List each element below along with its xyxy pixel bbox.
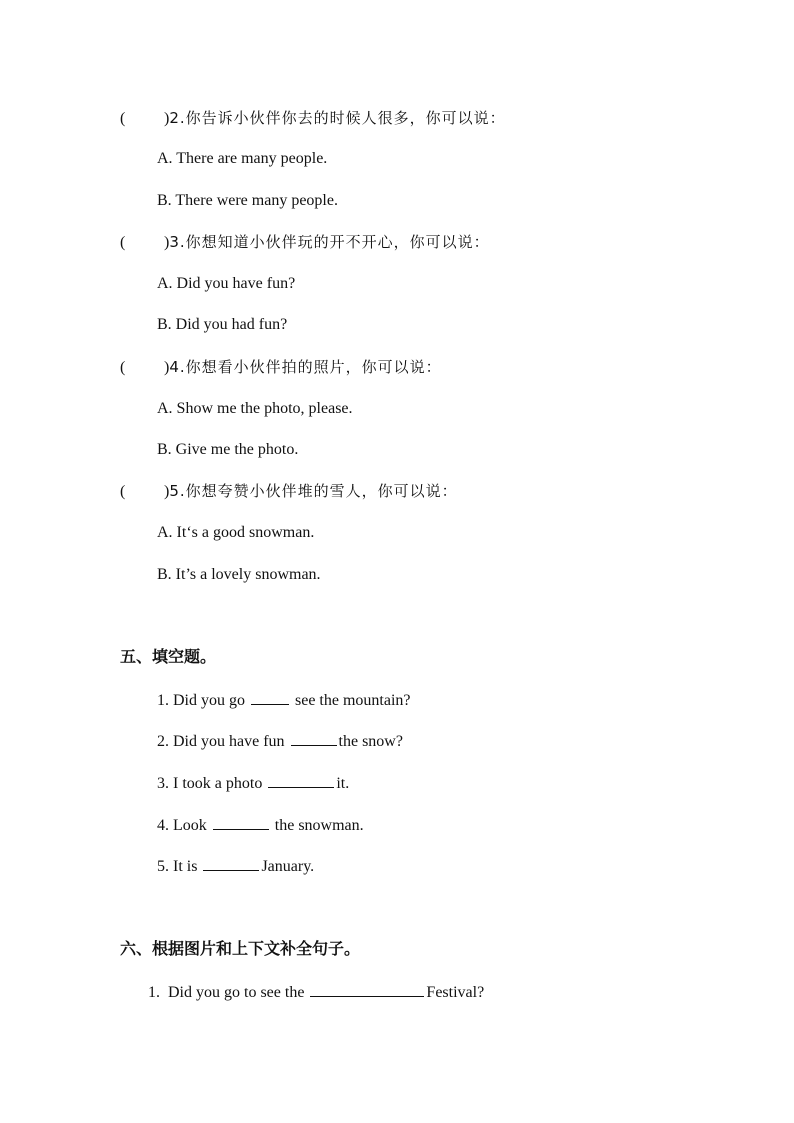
section-5-heading: 五、填空题。 [120, 647, 217, 666]
question-prompt: 3.你想知道小伙伴玩的开不开心，你可以说： [169, 233, 490, 251]
blank-field[interactable] [251, 690, 289, 705]
question-prompt: 2.你告诉小伙伴你去的时候人很多，你可以说： [169, 109, 506, 127]
answer-bracket[interactable]: ( [120, 359, 126, 376]
question-3: ( )3.你想知道小伙伴玩的开不开心，你可以说： [120, 233, 490, 251]
option-a: A. It‘s a good snowman. [157, 524, 315, 541]
fill-item-5: 5. It is January. [157, 858, 315, 875]
answer-bracket[interactable]: ( [120, 234, 126, 251]
fill-item-4: 4. Look the snowman. [157, 817, 364, 834]
option-a: A. Did you have fun? [157, 275, 296, 292]
question-prompt: 4.你想看小伙伴拍的照片，你可以说： [169, 358, 442, 376]
option-a: A. There are many people. [157, 150, 328, 167]
option-a: A. Show me the photo, please. [157, 400, 353, 417]
question-4: ( )4.你想看小伙伴拍的照片，你可以说： [120, 358, 442, 376]
blank-field[interactable] [213, 815, 269, 830]
question-2: ( )2.你告诉小伙伴你去的时候人很多，你可以说： [120, 109, 506, 127]
fill-item-3: 3. I took a photo it. [157, 775, 350, 792]
blank-field[interactable] [291, 731, 337, 746]
fill-item-2: 2. Did you have fun the snow? [157, 733, 403, 750]
option-b: B. Did you had fun? [157, 316, 288, 333]
fill-item-1: 1. Did you go see the mountain? [157, 692, 411, 709]
option-b: B. Give me the photo. [157, 441, 299, 458]
question-prompt: 5.你想夸赞小伙伴堆的雪人，你可以说： [169, 482, 458, 500]
question-5: ( )5.你想夸赞小伙伴堆的雪人，你可以说： [120, 482, 458, 500]
blank-field[interactable] [203, 856, 259, 871]
answer-bracket[interactable]: ( [120, 110, 126, 127]
option-b: B. It’s a lovely snowman. [157, 566, 321, 583]
option-b: B. There were many people. [157, 192, 338, 209]
complete-item-1: 1. Did you go to see the Festival? [148, 984, 485, 1001]
section-6-heading: 六、根据图片和上下文补全句子。 [120, 939, 361, 958]
answer-bracket[interactable]: ( [120, 483, 126, 500]
blank-field[interactable] [268, 773, 334, 788]
blank-field[interactable] [310, 982, 424, 997]
